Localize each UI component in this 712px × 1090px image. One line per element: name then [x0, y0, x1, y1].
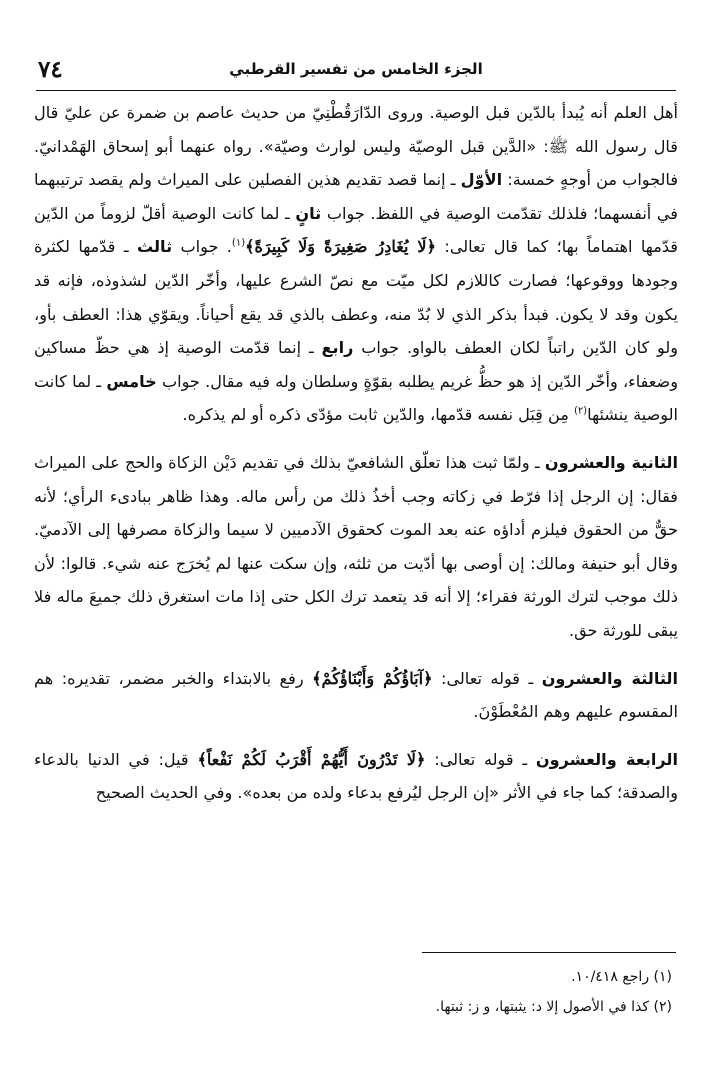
running-title: الجزء الخامس من تفسير القرطبي	[229, 60, 483, 78]
text-run: ـ إنما قدّمت الوصية إذ هي حظّ مساكين وضعفاء، وأخّر الدّين إذ هو حظُّ غريم يطلبه بقوّةٍ وسلطان وله فيه مقال. جواب	[34, 338, 678, 391]
paragraph-3	[34, 662, 678, 729]
answer-label-first: الأوّل	[460, 170, 503, 190]
footnote-divider	[422, 952, 676, 953]
text-run: ـ ولمّا ثبت هذا تعلّق الشافعيّ بذلك في تقديم دَيْن الزكاة والحج على الميراث فقال: إن الرجل إذا فرّط في زكاته وجب أخذُ ذلك من رأس ماله. وهذا ظاهر ببادىء الرأي؛ لأنه حقٌّ من الحقوق فيلزم أداؤه عنه بعد الموت كحقوق الآدميين لا سيما والزكاة مصرفها إلى الآدميّ. وقال أبو حنيفة ومالك: إن أوصى بها أدّيت من ثلثه، وإن سكت عنها لم يُخرَج عنه شيء. قالوا: لأن ذلك موجب لترك الورثة فقراء؛ إلا أنه قد يتعمد ترك الكل حتى إذا مات استغرق ذلك جميعَ ماله فلا يبقى للورثة حق.	[34, 452, 678, 640]
text-run: قيل: في الدنيا بالدعاء والصدقة؛ كما جاء في الأثر «إن الرجل ليُرفع بدعاء ولده من بعده». وفي الحديث الصحيح	[34, 749, 678, 803]
quran-quote: ﴿لَا يُغَادِرُ صَغِيرَةً وَلَا كَبِيرَةً﴾	[245, 237, 437, 257]
text-run: . جواب	[172, 237, 232, 257]
footnote-2: (٢) كذا في الأصول إلا د: يثبتها، و ز: ثبتها.	[435, 999, 672, 1015]
section-heading-24: الرابعة والعشرون	[535, 749, 678, 769]
text-run: أهل العلم أنه يُبدأ بالدّين قبل الوصية. وروى الدّارَقُطْنِيّ من حديث عاصم بن ضمرة عن عليّ قال قال رسول الله ﷺ: «الدَّين قبل الوصيّة وليس لوارث وصيّة». رواه عنهما أبو إسحاق الهَمْدانيّ. فالجواب من أوجهٍ خمسة:	[34, 103, 679, 190]
text-run: ـ لما كانت الوصية ينشئها	[34, 371, 678, 425]
footnotes	[36, 962, 672, 1022]
answer-label-fifth: خامس	[106, 371, 157, 391]
text-run: رفع بالابتداء والخبر مضمر، تقديره: هم المقسوم عليهم وهم المُعْطَوْنَ.	[34, 668, 678, 722]
footnote-ref-2: (٢)	[573, 405, 588, 417]
text-run: ـ لما كانت الوصية أقلّ لزوماً من الدّين قدّمها اهتماماً بها؛ كما قال تعالى:	[34, 203, 678, 257]
text-run: ـ قوله تعالى:	[425, 749, 536, 769]
page-number: ٧٤	[38, 56, 63, 83]
quran-quote: ﴿لَا تَدْرُونَ أَيُّهُمْ أَقْرَبُ لَكُمْ نَفْعاً﴾	[197, 749, 426, 769]
body-text	[34, 96, 678, 810]
answer-label-second: ثانٍ	[295, 203, 322, 223]
footnote-ref-1: (١)	[231, 238, 246, 250]
footnote-1: (١) راجع ١٠/٤١٨.	[571, 969, 672, 985]
section-heading-22: الثانية والعشرون	[544, 452, 678, 472]
answer-label-third: ثالث	[136, 237, 173, 257]
paragraph-2	[34, 446, 678, 648]
page-header	[36, 54, 676, 91]
section-heading-23: الثالثة والعشرون	[541, 668, 678, 688]
paragraph-4	[34, 743, 678, 810]
text-run: مِن قِبَل نفسه قدّمها، والدّين ثابت مؤدّى ذكره أو لم يذكره.	[182, 405, 574, 425]
text-run: ـ إنما قصد تقديم هذين الفصلين على الميراث ولم يقصد ترتيبهما في أنفسهما؛ فلذلك تقدّمت الوصية في اللفظ. جواب	[34, 170, 678, 223]
paragraph-1	[34, 96, 678, 432]
quran-quote: ﴿آبَاؤُكُمْ وَأَبْنَاؤُكُمْ﴾	[312, 668, 433, 688]
text-run: ـ قدّمها لكثرة وجودها ووقوعها؛ فصارت كاللازم لكل ميّت مع نصّ الشرع عليها، وأخّر الدّين لشذوذه، فإنه قد يكون وقد لا يكون. فبدأ بذكر الذي لا بُدّ منه، وعطف بالذي قد يقع أحياناً. ويقوّي هذا: العطف بأو، ولو كان الدّين راتباً لكان العطف بالواو. جواب	[34, 237, 678, 358]
text-run: ـ قوله تعالى:	[432, 668, 542, 688]
answer-label-fourth: رابع	[321, 338, 354, 358]
